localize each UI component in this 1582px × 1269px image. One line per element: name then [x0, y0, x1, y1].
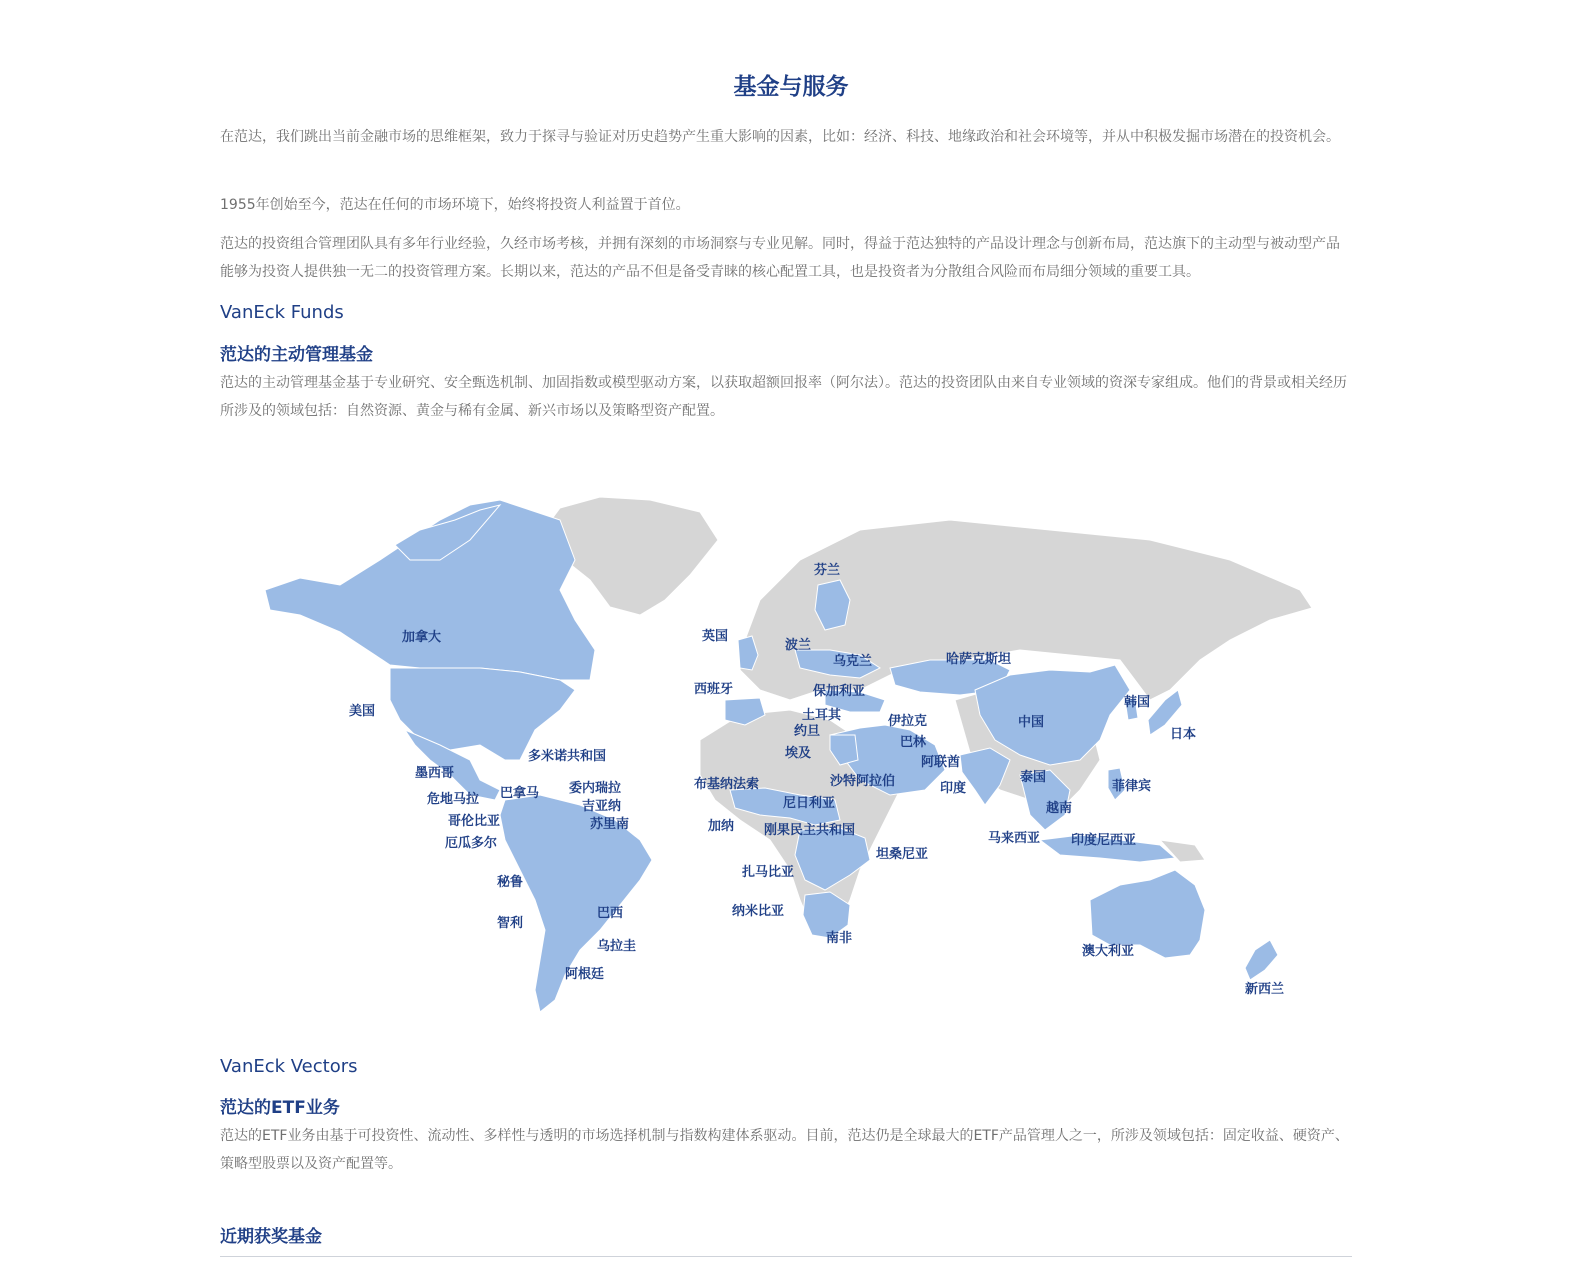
- map-label: 阿联酋: [921, 755, 961, 770]
- awards-heading: 近期获奖基金: [220, 1227, 322, 1247]
- map-label: 吉亚纳: [582, 799, 622, 814]
- map-label: 马来西亚: [988, 831, 1041, 846]
- map-label: 日本: [1170, 727, 1197, 742]
- map-label: 沙特阿拉伯: [830, 774, 896, 789]
- map-label: 约旦: [794, 724, 821, 739]
- map-label: 英国: [702, 629, 729, 644]
- vectors-paragraph: 范达的ETF业务由基于可投资性、流动性、多样性与透明的市场选择机制与指数构建体系驱动。目前，范达仍是全球最大的ETF产品管理人之一，所涉及领域包括：固定收益、硬资产、策略型股票以及资产配置等。: [220, 1128, 1349, 1172]
- intro-paragraph-1: 在范达，我们跳出当前金融市场的思维框架，致力于探寻与验证对历史趋势产生重大影响的因素，比如：经济、科技、地缘政治和社会环境等，并从中积极发掘市场潜在的投资机会。: [220, 129, 1340, 145]
- map-label: 新西兰: [1245, 982, 1285, 997]
- map-label: 菲律宾: [1112, 779, 1152, 794]
- funds-brand-heading: VanEck Funds: [220, 302, 344, 323]
- intro-paragraph-3: 范达的投资组合管理团队具有多年行业经验，久经市场考核，并拥有深刻的市场洞察与专业见解。同时，得益于范达独特的产品设计理念与创新布局，范达旗下的主动型与被动型产品能够为投资人提供独一无二的投资管理方案。长期以来，范达的产品不但是备受青睐的核心配置工具，也是投资者为分散组合风险而布局细分领域的重要工具。: [220, 236, 1340, 280]
- intro-paragraph-2: 1955年创始至今，范达在任何的市场环境下，始终将投资人利益置于首位。: [220, 197, 690, 213]
- map-label: 多米诺共和国: [528, 749, 607, 764]
- funds-paragraph: 范达的主动管理基金基于专业研究、安全甄选机制、加固指数或模型驱动方案，以获取超额回报率（阿尔法）。范达的投资团队由来自专业领域的资深专家组成。他们的背景或相关经历所涉及的领域包括：自然资源、黄金与稀有金属、新兴市场以及策略型资产配置。: [220, 375, 1347, 419]
- map-label: 阿根廷: [565, 967, 605, 982]
- map-label: 扎马比亚: [742, 865, 795, 880]
- map-label: 波兰: [785, 638, 812, 653]
- map-label: 中国: [1018, 715, 1045, 730]
- map-label: 乌克兰: [833, 654, 873, 669]
- map-label: 土耳其: [802, 708, 842, 723]
- map-label: 加拿大: [402, 630, 442, 645]
- map-label: 智利: [497, 916, 524, 931]
- map-label: 布基纳法索: [694, 777, 760, 792]
- map-label: 委内瑞拉: [569, 781, 622, 796]
- page-title: 基金与服务: [733, 74, 849, 100]
- map-label: 巴西: [597, 906, 624, 921]
- map-label: 芬兰: [814, 563, 841, 578]
- map-label: 美国: [349, 704, 376, 719]
- region-new-zealand: [1245, 940, 1278, 980]
- map-label: 韩国: [1124, 695, 1151, 710]
- vectors-brand-heading: VanEck Vectors: [220, 1056, 358, 1077]
- map-label: 厄瓜多尔: [445, 836, 498, 851]
- map-label: 伊拉克: [888, 714, 928, 729]
- map-label: 巴林: [900, 735, 927, 750]
- vectors-heading: 范达的ETF业务: [220, 1098, 340, 1118]
- map-label: 纳米比亚: [732, 904, 785, 919]
- map-label: 乌拉圭: [597, 939, 637, 954]
- map-label: 秘鲁: [497, 875, 524, 890]
- map-label: 危地马拉: [427, 792, 480, 807]
- map-label: 巴拿马: [500, 786, 540, 801]
- map-label: 苏里南: [590, 817, 630, 832]
- map-label: 印度尼西亚: [1071, 833, 1137, 848]
- map-label: 西班牙: [694, 682, 734, 697]
- map-label: 哥伦比亚: [448, 814, 501, 829]
- map-label: 越南: [1046, 801, 1073, 816]
- map-label: 尼日利亚: [783, 796, 836, 811]
- map-label: 埃及: [785, 746, 812, 761]
- map-label: 南非: [826, 931, 853, 946]
- map-label: 坦桑尼亚: [876, 847, 929, 862]
- map-label: 哈萨克斯坦: [946, 652, 1012, 667]
- map-label: 泰国: [1020, 770, 1047, 785]
- map-label: 刚果民主共和国: [764, 823, 856, 838]
- map-label: 印度: [940, 781, 967, 796]
- region-india: [960, 748, 1010, 805]
- map-label: 保加利亚: [813, 684, 866, 699]
- section-divider: [220, 1256, 1352, 1257]
- map-label: 澳大利亚: [1082, 944, 1135, 959]
- map-label: 加纳: [708, 819, 735, 834]
- funds-heading: 范达的主动管理基金: [220, 345, 373, 365]
- map-label: 墨西哥: [415, 766, 455, 781]
